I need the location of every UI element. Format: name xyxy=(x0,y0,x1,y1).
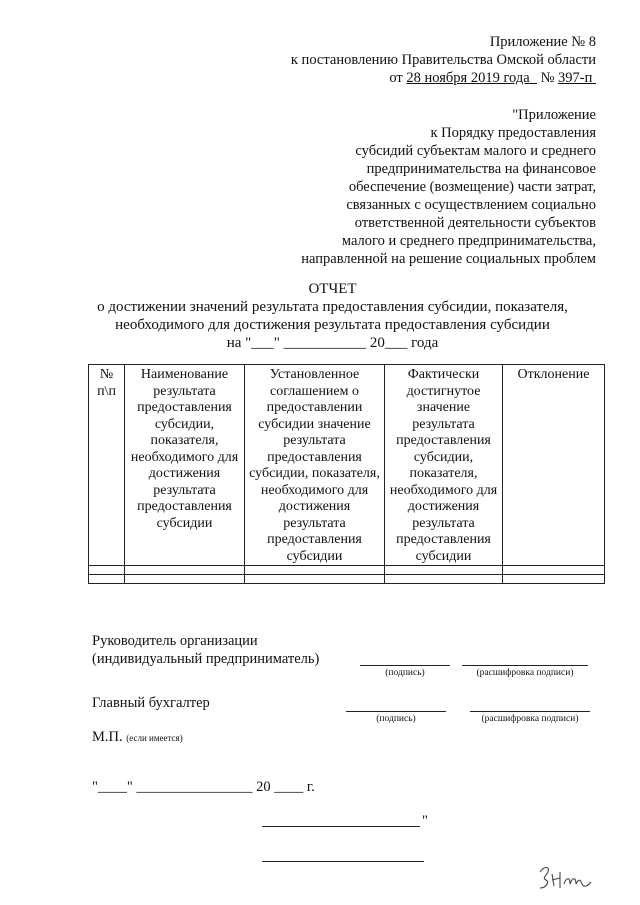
report-subtitle-1: о достижении значений результата предоставления субсидии, показателя, xyxy=(97,299,568,315)
order-appendix-block xyxy=(236,106,596,268)
report-subtitle-2: необходимого для достижения результата предоставления субсидии xyxy=(115,317,550,333)
table-cell[interactable] xyxy=(125,575,245,584)
accountant-decode-line[interactable] xyxy=(470,711,590,712)
accountant-label: Главный бухгалтер xyxy=(92,695,210,711)
table-cell[interactable] xyxy=(245,566,385,575)
order-line: к Порядку предоставления xyxy=(430,125,596,141)
head-decode-caption: (расшифровка подписи) xyxy=(476,668,574,678)
table-row xyxy=(89,575,605,584)
order-line: направленной на решение социальных проблем xyxy=(301,251,596,267)
head-signature-caption: (подпись) xyxy=(385,668,425,678)
report-table xyxy=(88,364,605,584)
order-line: обеспечение (возмещение) части затрат, xyxy=(348,179,596,195)
table-header-row xyxy=(89,365,605,566)
appendix-block xyxy=(196,33,596,87)
table-cell[interactable] xyxy=(89,575,125,584)
order-line: субсидий субъектам малого и среднего xyxy=(355,143,596,159)
col-header-number: № п\п xyxy=(89,365,125,566)
order-line: предпринимательства на финансовое xyxy=(366,161,596,177)
table-cell[interactable] xyxy=(385,566,503,575)
order-line: ответственной деятельности субъектов xyxy=(354,215,596,231)
appendix-date-line xyxy=(196,69,596,87)
appendix-title: Приложение № 8 xyxy=(489,34,596,50)
appendix-date-prefix: от xyxy=(389,70,407,86)
col-header-planned-value: Установленное соглашением о предоставлении субсидии значение результата предоставления субсидии, показателя, необходимого для достижения результата предоставления субсидии xyxy=(245,365,385,566)
table-cell[interactable] xyxy=(503,566,605,575)
closing-quote: " xyxy=(422,813,428,829)
col-header-deviation: Отклонение xyxy=(503,365,605,566)
report-period: на "___" ___________ 20___ года xyxy=(226,335,439,351)
order-line: малого и среднего предпринимательства, xyxy=(341,233,596,249)
appendix-number-label: № xyxy=(540,70,559,86)
stamp-note: (если имеется) xyxy=(126,733,183,743)
accountant-signature-caption: (подпись) xyxy=(376,714,416,724)
head-label-1: Руководитель организации xyxy=(92,633,258,649)
bottom-line-2 xyxy=(262,861,424,862)
table-row xyxy=(89,566,605,575)
stamp-label: М.П. xyxy=(92,729,123,745)
order-line: "Приложение xyxy=(512,107,596,123)
col-header-actual-value: Фактически достигнутое значение результата предоставления субсидии, показателя, необходимого для достижения результата предоставления субсидии xyxy=(385,365,503,566)
appendix-number: 397-п xyxy=(558,70,593,86)
head-decode-line[interactable] xyxy=(462,665,588,666)
accountant-decode-caption: (расшифровка подписи) xyxy=(481,714,579,724)
accountant-signature-line[interactable] xyxy=(346,711,446,712)
order-line: связанных с осуществлением социально xyxy=(346,197,596,213)
table-cell[interactable] xyxy=(89,566,125,575)
handwritten-initials xyxy=(536,858,594,898)
stamp-place xyxy=(92,728,183,747)
head-label-2: (индивидуальный предприниматель) xyxy=(92,651,320,667)
appendix-decree: к постановлению Правительства Омской области xyxy=(290,52,596,68)
head-signature-line[interactable] xyxy=(360,665,450,666)
report-title: ОТЧЕТ xyxy=(308,281,357,297)
table-cell[interactable] xyxy=(385,575,503,584)
date-line[interactable]: "____" ________________ 20 ____ г. xyxy=(92,779,315,795)
table-cell[interactable] xyxy=(245,575,385,584)
appendix-date: 28 ноября 2019 года xyxy=(406,70,530,86)
table-cell[interactable] xyxy=(125,566,245,575)
table-cell[interactable] xyxy=(503,575,605,584)
report-heading xyxy=(60,280,605,352)
col-header-result-name: Наименование результата предоставления субсидии, показателя, необходимого для достижения результата предоставления субсидии xyxy=(125,365,245,566)
bottom-line-1 xyxy=(262,826,420,827)
